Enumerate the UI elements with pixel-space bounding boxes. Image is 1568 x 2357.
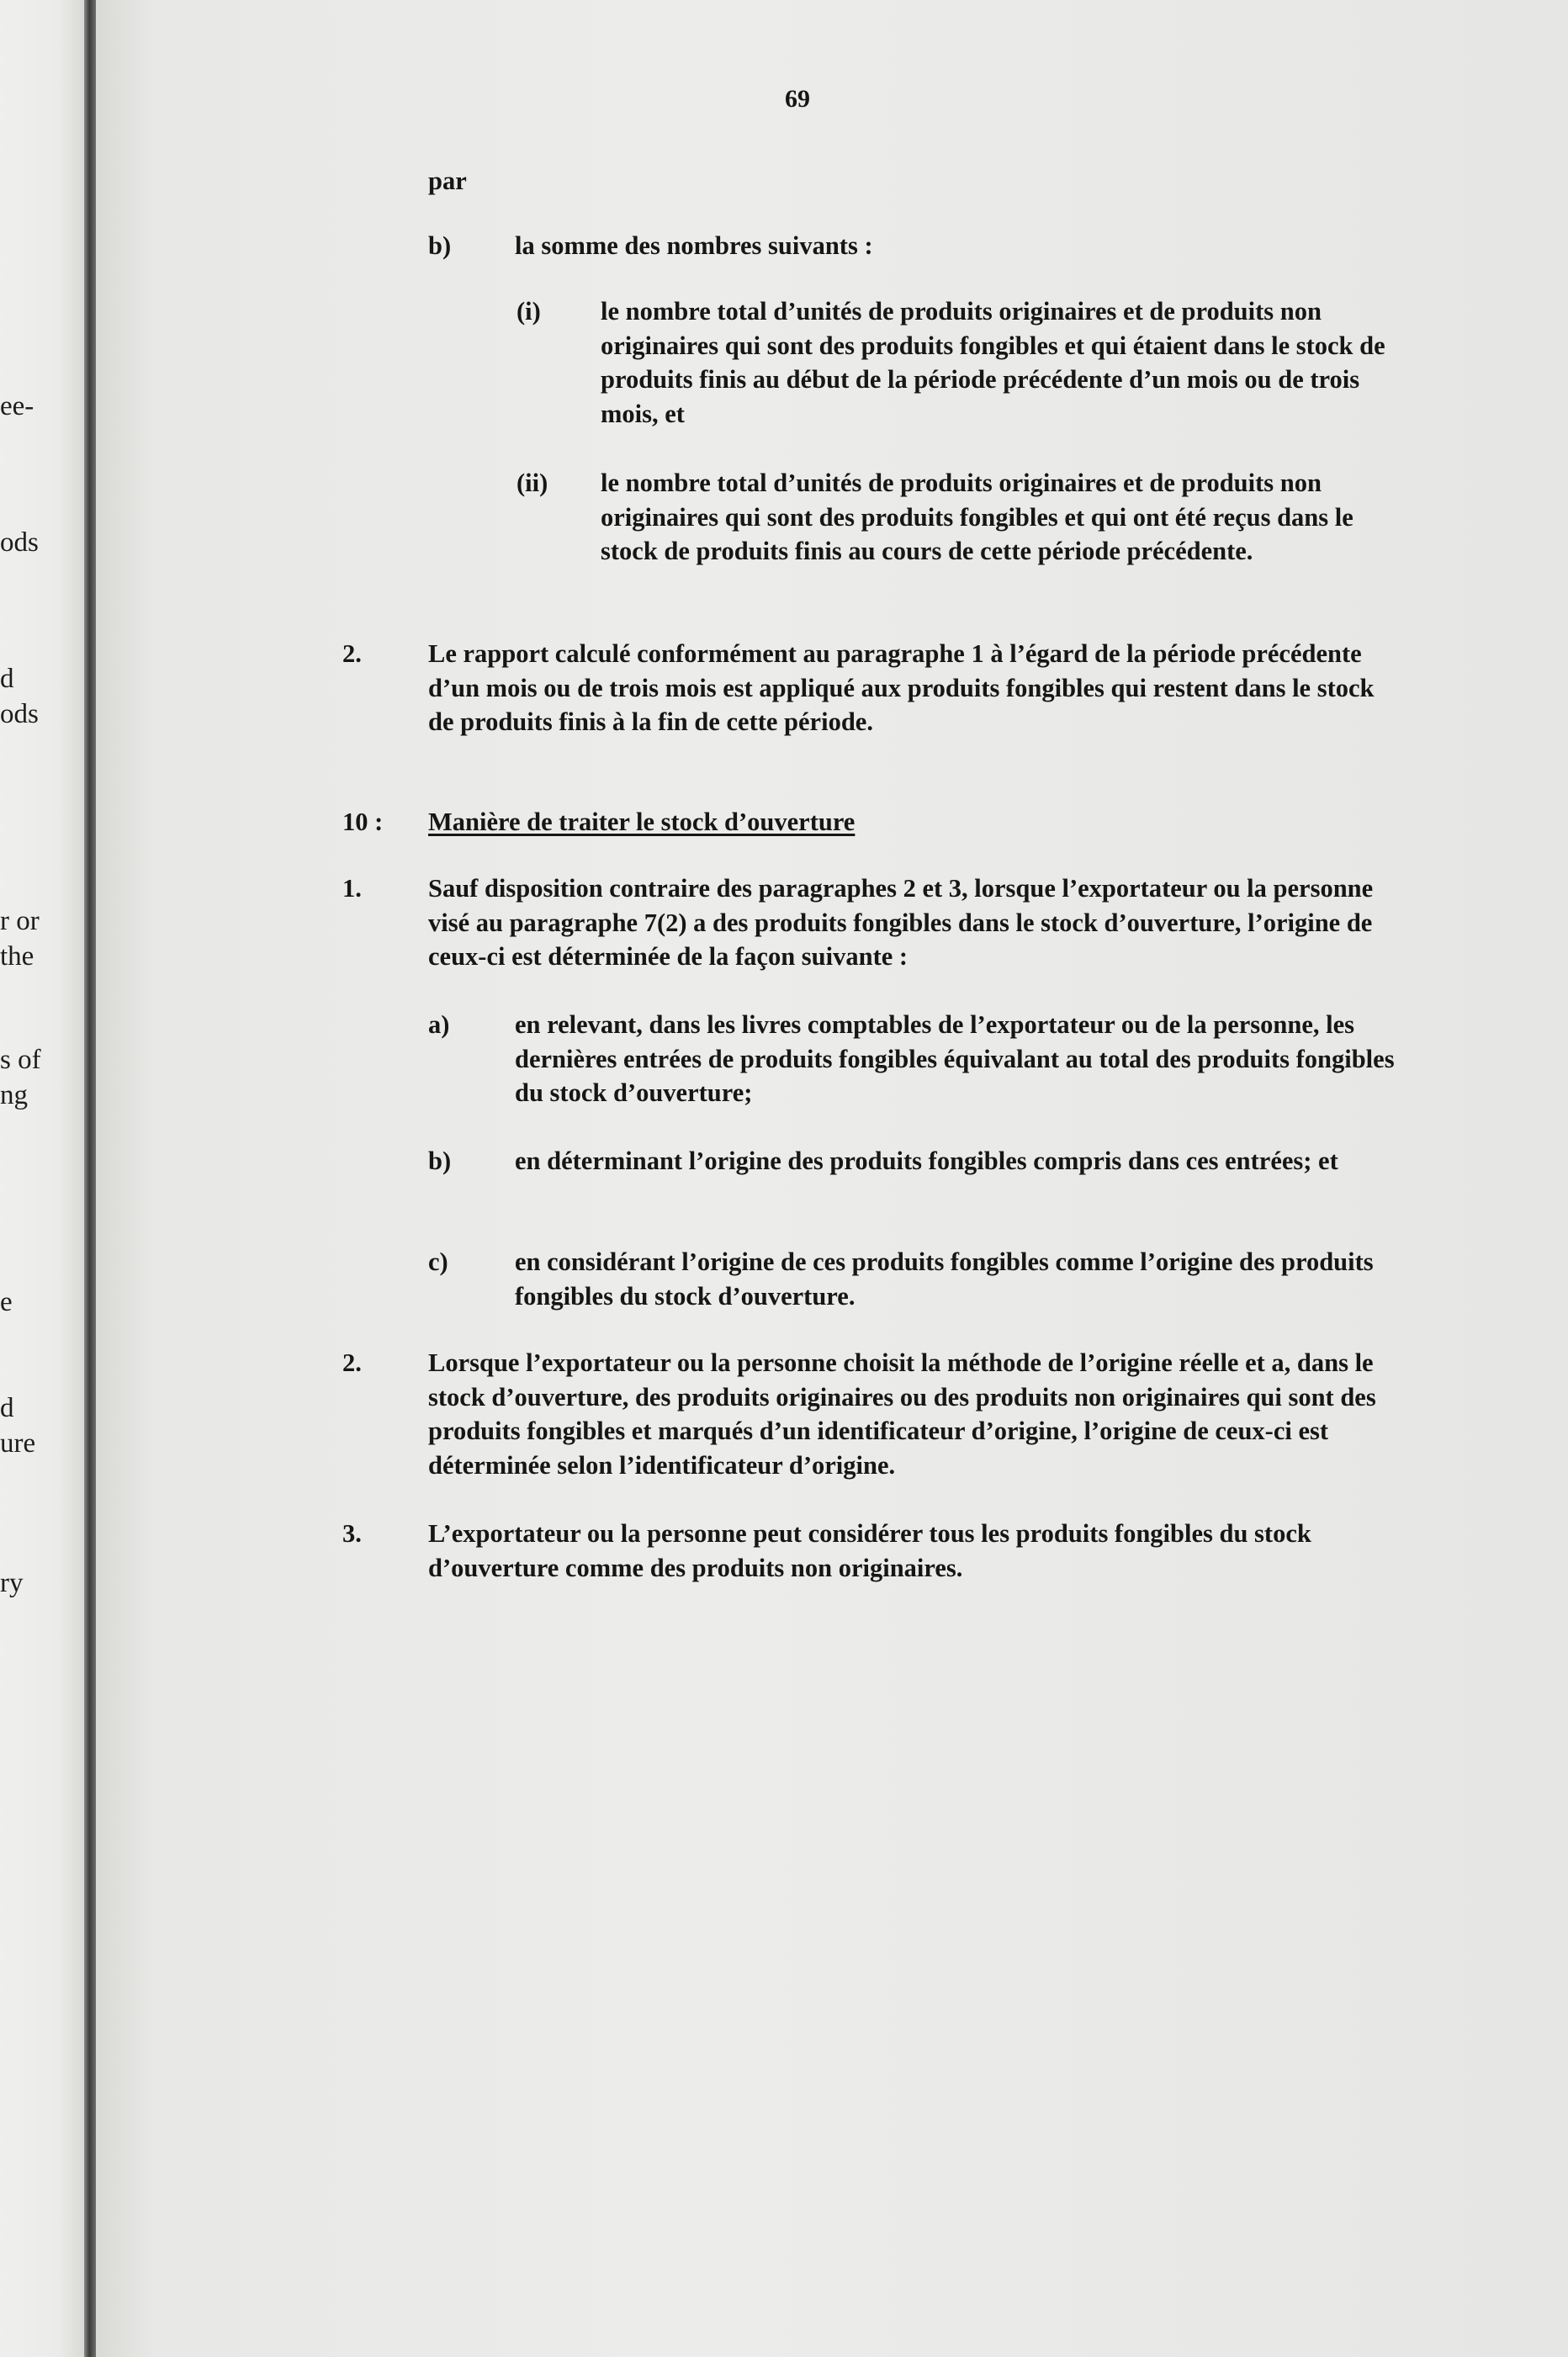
subitem-text: le nombre total d’unités de produits originaires et de produits non originaires qui sont des produits fongibles et qui étaient dans le stock de produits finis au début de la période précédente d’un mois ou de trois mois, et: [601, 297, 1385, 428]
item-text: en considérant l’origine de ces produits fongibles comme l’origine des produits fongibles du stock d’ouverture.: [515, 1247, 1374, 1311]
margin-fragment: ee-: [0, 391, 34, 421]
paragraph-number: 3.: [342, 1519, 362, 1548]
page-number: 69: [785, 85, 810, 113]
margin-fragment: ure: [0, 1428, 36, 1459]
paragraph-number: 1.: [342, 874, 362, 903]
section-number: 10 :: [342, 808, 384, 836]
paragraph-text: Lorsque l’exportateur ou la personne choisit la méthode de l’origine réelle et a, dans le stock d’ouverture, des produits originaires ou des produits non originaires qui sont des produits fongibles et marqués d’un identificateur d’origine, l’origine de ceux-ci est déterminée selon l’identificateur d’origine.: [428, 1348, 1376, 1480]
facing-page: [0, 0, 84, 2357]
item-label: c): [428, 1247, 448, 1276]
paragraph-number: 2.: [342, 639, 362, 668]
subitem-text: le nombre total d’unités de produits originaires et de produits non originaires qui sont des produits fongibles et qui ont été reçus dans le stock de produits finis au cours de cette période précédente.: [601, 469, 1353, 565]
item-label: b): [428, 231, 452, 260]
subitem-label: (ii): [516, 469, 548, 497]
paragraph-text: Le rapport calculé conformément au paragraphe 1 à l’égard de la période précédente d’un mois ou de trois mois est appliqué aux produits fongibles qui restent dans le stock de produits finis à la fin de cette période.: [428, 639, 1375, 736]
item-text: en relevant, dans les livres comptables de l’exportateur ou de la personne, les dernières entrées de produits fongibles équivalant au total des produits fongibles du stock d’ouverture;: [515, 1010, 1395, 1107]
item-text: la somme des nombres suivants :: [515, 231, 873, 260]
margin-fragment: ry: [0, 1568, 24, 1598]
margin-fragment: e: [0, 1287, 13, 1317]
paragraph-text: L’exportateur ou la personne peut considérer tous les produits fongibles du stock d’ouverture comme des produits non originaires.: [428, 1519, 1311, 1582]
margin-fragment: r or: [0, 906, 40, 936]
margin-fragment: d: [0, 664, 14, 694]
item-label: a): [428, 1010, 450, 1039]
margin-fragment: the: [0, 941, 34, 972]
margin-fragment: s of: [0, 1045, 41, 1075]
book-gutter: [84, 0, 96, 2357]
margin-fragment: ods: [0, 699, 39, 729]
paragraph-number: 2.: [342, 1348, 362, 1377]
margin-fragment: d: [0, 1393, 14, 1423]
margin-fragment: ods: [0, 527, 39, 558]
item-label: b): [428, 1147, 452, 1175]
section-title: Manière de traiter le stock d’ouverture: [428, 808, 856, 836]
lead-word: par: [428, 167, 467, 195]
item-text: en déterminant l’origine des produits fongibles compris dans ces entrées; et: [515, 1147, 1338, 1175]
subitem-label: (i): [516, 297, 541, 326]
margin-fragment: ng: [0, 1080, 28, 1110]
paragraph-text: Sauf disposition contraire des paragraphes 2 et 3, lorsque l’exportateur ou la personne visé au paragraphe 7(2) a des produits fongibles dans le stock d’ouverture, l’origine de ceux-ci est déterminée de la façon suivante :: [428, 874, 1374, 971]
